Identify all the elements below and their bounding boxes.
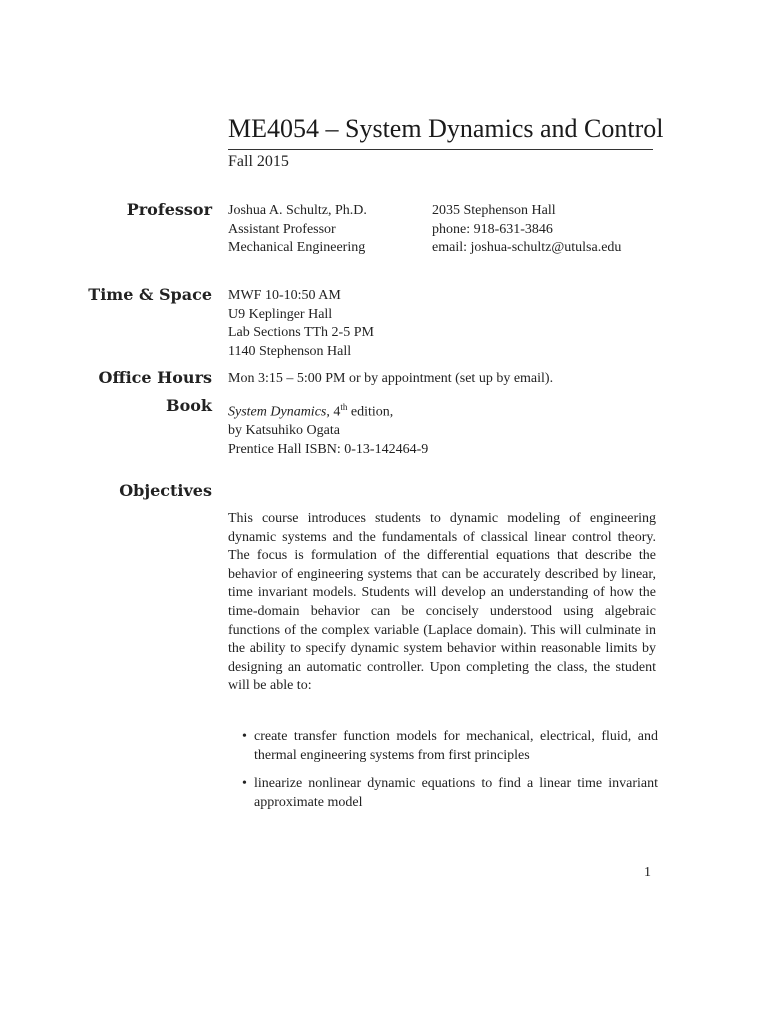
book-edition-sup: th — [340, 402, 348, 412]
office-hours-text: Mon 3:15 – 5:00 PM or by appointment (set up by email). — [228, 371, 554, 386]
professor-label: Professor — [126, 200, 212, 219]
list-item-text: create transfer function models for mechanical, electrical, fluid, and thermal engineering systems from first principles — [254, 729, 658, 763]
office-hours-label: Office Hours — [98, 368, 212, 387]
book-publisher: Prentice Hall ISBN: 0-13-142464-9 — [228, 441, 429, 457]
book-title-line — [228, 398, 428, 422]
page-number: 1 — [644, 865, 651, 880]
book-edition-post: edition, — [347, 404, 394, 420]
book-edition-pre: , 4 — [326, 404, 341, 420]
professor-phone: phone: 918-631-3846 — [432, 221, 553, 237]
objectives-list — [228, 728, 658, 822]
professor-department: Mechanical Engineering — [228, 240, 366, 255]
time-space-label: Time & Space — [88, 285, 212, 304]
objectives-label: Objectives — [119, 481, 212, 500]
book-author: by Katsuhiko Ogata — [228, 423, 340, 439]
professor-position: Assistant Professor — [228, 221, 336, 237]
bullet-icon: • — [242, 729, 247, 744]
list-item-text: linearize nonlinear dynamic equations to find a linear time invariant approximate model — [254, 776, 658, 810]
professor-email: email: joshua-schultz@utulsa.edu — [432, 240, 622, 255]
title-rule — [228, 149, 653, 150]
time-space-line: MWF 10-10:50 AM — [228, 288, 341, 303]
objectives-paragraph: This course introduces students to dynamic modeling of engineering dynamic systems and the fundamentals of classical linear control theory. The focus is formulation of the differential equations that describe the behavior of engineering systems that can be accurately described by linear, time invariant models. Students will develop an understanding of how the time-domain behavior can be concisely understood using algebraic functions of the complex variable (Laplace domain). This will culminate in the ability to specify dynamic system behavior within reasonable limits by designing an automatic controller. Upon completing the class, the student will be able to: — [228, 511, 656, 694]
page-title: ME4054 – System Dynamics and Control — [228, 114, 664, 143]
time-space-line: 1140 Stephenson Hall — [228, 343, 352, 359]
list-item — [228, 775, 658, 812]
book-info — [228, 398, 428, 459]
time-space-info — [228, 287, 374, 361]
professor-contact — [432, 202, 621, 258]
time-space-line: U9 Keplinger Hall — [228, 306, 333, 322]
bullet-icon: • — [242, 776, 247, 791]
professor-office: 2035 Stephenson Hall — [432, 203, 556, 218]
book-title: System Dynamics — [228, 404, 327, 420]
book-label: Book — [166, 396, 212, 415]
term: Fall 2015 — [228, 153, 289, 170]
professor-info — [228, 202, 367, 258]
time-space-line: Lab Sections TTh 2-5 PM — [228, 325, 374, 340]
list-item — [228, 728, 658, 765]
professor-name: Joshua A. Schultz, Ph.D. — [228, 203, 367, 218]
